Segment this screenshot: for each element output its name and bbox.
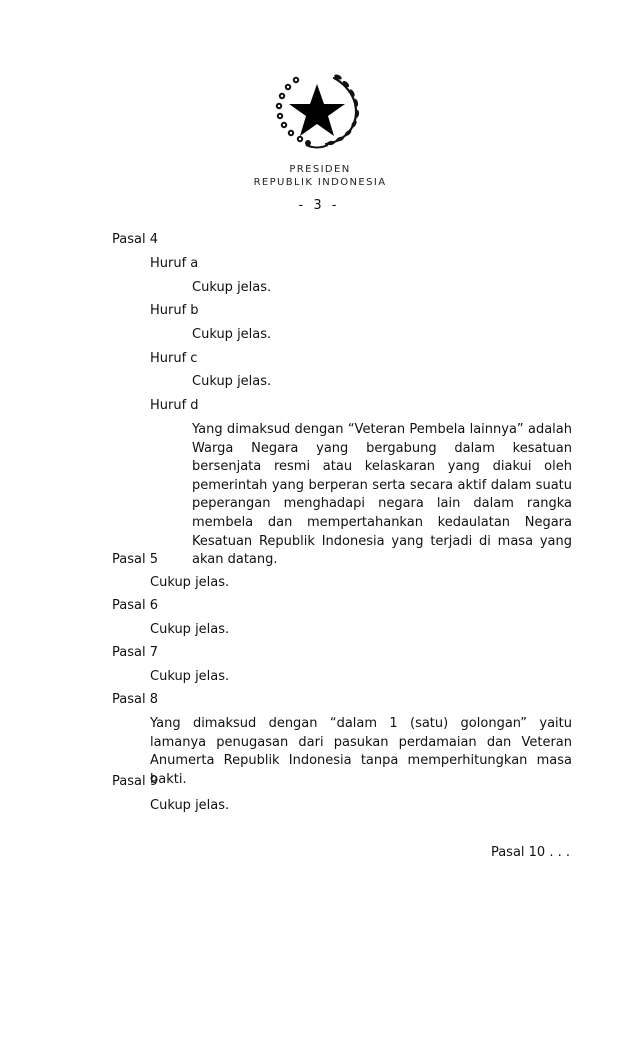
emblem-caption-presiden: PRESIDEN <box>289 164 351 175</box>
pasal-4-huruf-a-text: Cukup jelas. <box>192 280 272 295</box>
pasal-7-text: Cukup jelas. <box>150 669 230 684</box>
pasal-4-huruf-b-text: Cukup jelas. <box>192 327 272 342</box>
emblem-caption-republik: REPUBLIK INDONESIA <box>253 177 387 188</box>
pasal-5-title: Pasal 5 <box>112 552 158 567</box>
pasal-4-huruf-d-label: Huruf d <box>150 398 199 413</box>
pasal-7-title: Pasal 7 <box>112 645 158 660</box>
pasal-4-huruf-c-label: Huruf c <box>150 351 198 366</box>
garuda-star-wreath-emblem-icon <box>272 68 362 152</box>
pasal-4-title: Pasal 4 <box>112 232 158 247</box>
pasal-4-huruf-c-text: Cukup jelas. <box>192 374 272 389</box>
pasal-8-text: Yang dimaksud dengan “dalam 1 (satu) golongan” yaitu lamanya penugasan dari pasukan perdamaian dan Veteran Anumerta Republik Indonesia tanpa memperhitungkan masa bakti. <box>150 716 572 787</box>
pasal-4-huruf-d-text: Yang dimaksud dengan “Veteran Pembela lainnya” adalah Warga Negara yang bergabung dalam kesatuan bersenjata resmi atau kelaskaran yang diakui oleh pemerintah yang berperan serta secara aktif dalam suatu peperangan menghadapi negara lain dalam rangka membela dan mempertahankan kedaulatan Negara Kesatuan Republik Indonesia yang terjadi di masa yang akan datang. <box>192 422 572 568</box>
pasal-4-huruf-b-label: Huruf b <box>150 303 199 318</box>
page-number: - 3 - <box>298 198 340 213</box>
pasal-6-title: Pasal 6 <box>112 598 158 613</box>
pasal-9-text: Cukup jelas. <box>150 798 230 813</box>
pasal-4-huruf-a-label: Huruf a <box>150 256 199 271</box>
next-page-reference: Pasal 10 . . . <box>490 845 570 860</box>
pasal-6-text: Cukup jelas. <box>150 622 230 637</box>
pasal-8-title: Pasal 8 <box>112 692 158 707</box>
pasal-5-text: Cukup jelas. <box>150 575 230 590</box>
pasal-9-title: Pasal 9 <box>112 774 158 789</box>
